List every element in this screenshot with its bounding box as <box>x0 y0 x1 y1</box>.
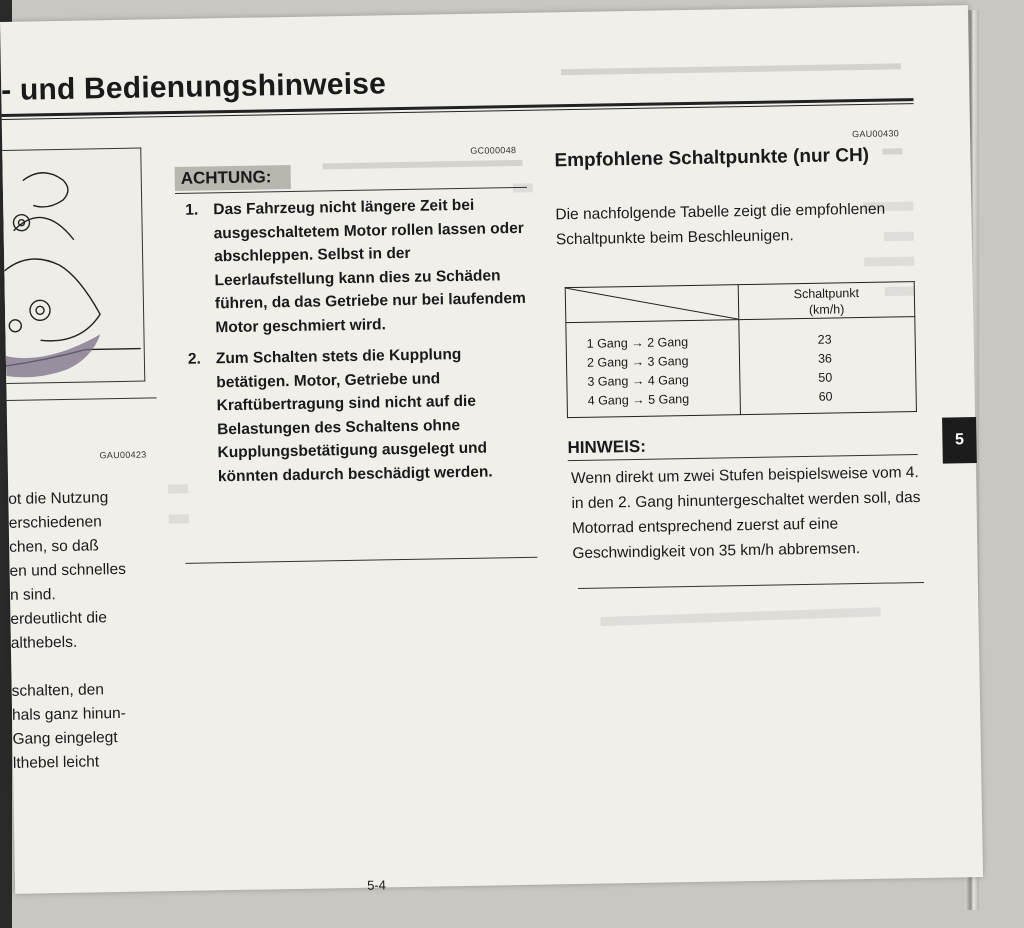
section-title: Empfohlene Schaltpunkte (nur CH) <box>554 144 870 172</box>
table-gear-cell: 1 Gang → 2 Gang 2 Gang → 3 Gang 3 Gang → 4 Gang 4 Gang → 5 Gang <box>566 320 741 418</box>
table-speed-cell: 23 36 50 60 <box>739 317 917 415</box>
warning-label: ACHTUNG: <box>180 167 272 188</box>
section-code-middle: GC000048 <box>470 145 517 156</box>
manual-page <box>0 5 983 894</box>
warning-item-text: Zum Schalten stets die Kupplung betätigen. Motor, Getriebe und Kraftübertragung sind nicht auf die Belastungen des Schaltens ohne Kupplungsbetätigung ausgelegt und könnten dadurch beschädigt werden. <box>215 346 493 485</box>
left-column-rule <box>7 397 157 401</box>
table-corner-cell <box>565 285 739 323</box>
warning-item <box>185 193 532 340</box>
warning-item-number: 1. <box>185 201 199 219</box>
warning-item-text: Das Fahrzeug nicht längere Zeit bei ausgeschaltetem Motor rollen lassen oder abschleppen. Selbst in der Leerlaufstellung kann dies zu Schäden führen, da das Getriebe nur bei laufendem Motor geschmiert wird. <box>213 196 526 336</box>
section-body: Die nachfolgende Tabelle zeigt die empfohlenen Schaltpunkte beim Beschleunigen. <box>555 200 886 249</box>
table-header-cell <box>738 282 915 320</box>
page-number: 5-4 <box>366 877 387 893</box>
note-end-rule <box>578 582 924 589</box>
shift-pedal-illustration <box>2 148 145 384</box>
warning-end-rule <box>185 557 537 564</box>
note-body: Wenn direkt um zwei Stufen beispielsweise vom 4. in den 2. Gang hinuntergeschaltet werden soll, das Motorrad entsprechend zuerst auf eine Geschwindigkeit von 35 km/h abbremsen. <box>570 464 921 563</box>
left-column-text: ot die Nutzung erschiedenen chen, so daß en und schnelles n sind. erdeutlicht die althebels. schalten, den hals ganz hinun- Gang eingelegt lthebel leicht <box>8 489 127 772</box>
section-code-right: GAU00430 <box>851 128 900 140</box>
warning-list <box>185 193 535 497</box>
section-code-left: GAU00423 <box>99 449 147 461</box>
note-label: HINWEIS: <box>567 436 647 458</box>
table-header-unit: (km/h) <box>808 302 845 317</box>
shift-points-table <box>565 281 917 418</box>
chapter-tab: 5 <box>942 417 977 464</box>
warning-item <box>188 342 535 489</box>
warning-item-number: 2. <box>187 350 201 368</box>
page-header-title: - und Bedienungshinweise <box>0 67 387 107</box>
table-header-label: Schaltpunkt <box>793 286 860 302</box>
